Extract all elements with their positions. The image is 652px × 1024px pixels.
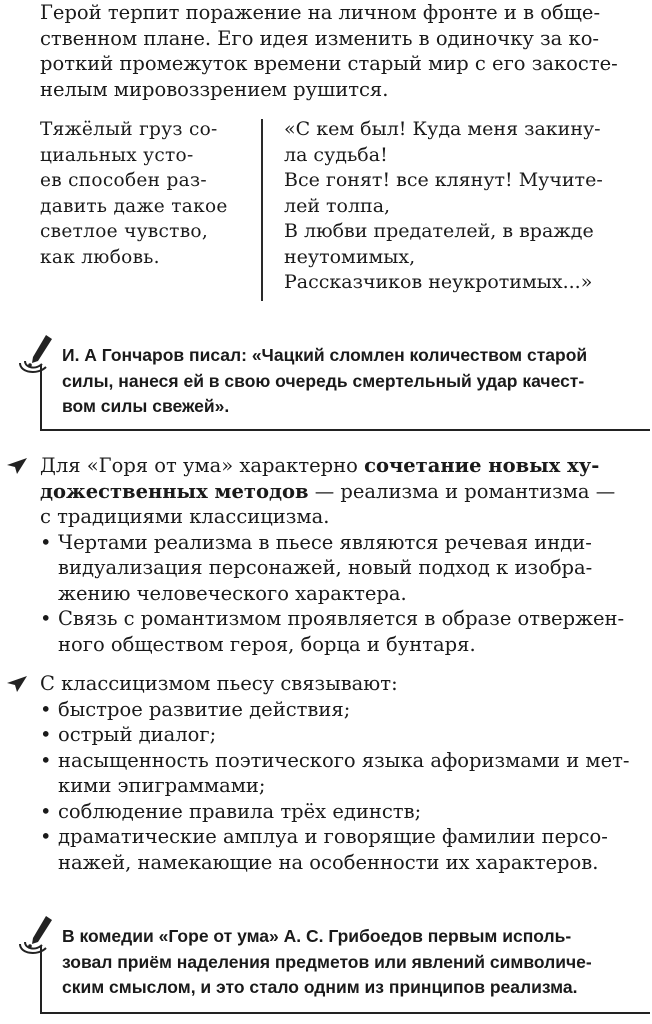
quote-line: лей толпа, bbox=[284, 194, 391, 217]
note-bottom-border bbox=[40, 429, 650, 431]
intro-line: Герой терпит поражение на личном фронте и в обще- bbox=[40, 1, 601, 24]
two-column-block bbox=[40, 117, 650, 302]
quote-line: Все гонят! все клянут! Мучите- bbox=[284, 169, 603, 191]
section-classicism bbox=[40, 671, 652, 875]
side-comment-line: как любовь. bbox=[40, 246, 160, 268]
pen-icon bbox=[16, 914, 56, 956]
emphasis: дожественных методов bbox=[40, 479, 309, 503]
quote bbox=[284, 117, 650, 296]
quote-line: ла судьба! bbox=[284, 143, 388, 166]
list-item: • драматические амплуа и говорящие фамилии персо- нажей, намекающие на особенности их характеров. bbox=[40, 825, 608, 874]
note-text bbox=[62, 924, 592, 1001]
bullet-dot: • bbox=[40, 799, 52, 823]
note-text bbox=[62, 343, 587, 420]
note-line: И. А Гончаров писал: «Чацкий сломлен количеством старой bbox=[62, 345, 588, 365]
bullet-dot: • bbox=[40, 697, 52, 721]
bullet-dot: • bbox=[40, 748, 52, 772]
section-line: с традициями классицизма. bbox=[40, 505, 330, 528]
list-item: • быстрое развитие действия; bbox=[40, 697, 351, 721]
list-item: • Чертами реализма в пьесе являются речевая инди- видуализация персонажей, новый подход к изобра- жению человеческого характера. bbox=[40, 530, 593, 605]
list-item: • насыщенность поэтического языка афоризмами и мет- кими эпиграммами; bbox=[40, 748, 630, 797]
bullet-dot: • bbox=[40, 607, 52, 630]
arrow-icon bbox=[6, 675, 28, 693]
side-comment bbox=[40, 117, 245, 270]
pen-icon bbox=[16, 333, 56, 375]
quote-line: В любви предателей, в вражде bbox=[284, 220, 594, 242]
note-left-border bbox=[40, 946, 42, 1014]
list-item: • соблюдение правила трёх единств; bbox=[40, 799, 422, 823]
side-comment-line: светлое чувство, bbox=[40, 221, 209, 242]
section-line: Для «Горя от ума» характерно сочетание новых ху- bbox=[40, 454, 600, 477]
note-line: ским смыслом, и это стало одним из принципов реализма. bbox=[62, 977, 578, 997]
list-item: • острый диалог; bbox=[40, 723, 217, 746]
note-line: В комедии «Горе от ума» А. С. Грибоедов первым исполь- bbox=[62, 926, 572, 946]
side-comment-line: Тяжёлый груз со- bbox=[40, 119, 218, 140]
note-left-border bbox=[40, 365, 42, 431]
bullet-dot: • bbox=[40, 530, 52, 554]
bullet-dot: • bbox=[40, 723, 52, 746]
intro-paragraph bbox=[40, 0, 650, 102]
section-line: дожественных методов — реализма и романтизма — bbox=[40, 479, 616, 503]
note-box-goncharov bbox=[40, 343, 650, 431]
emphasis: сочетание новых ху- bbox=[364, 454, 600, 477]
side-comment-line: циальных усто- bbox=[40, 144, 194, 166]
side-comment-line: ев способен раз- bbox=[40, 170, 207, 191]
quote-line: неутомимых, bbox=[284, 245, 416, 268]
note-line: силы, нанеся ей в свою очередь смертельный удар качест- bbox=[62, 370, 585, 391]
intro-line: роткий промежуток времени старый мир с его закосте- bbox=[40, 52, 618, 75]
quote-line: Рассказчиков неукротимых...» bbox=[284, 271, 593, 293]
side-comment-line: давить даже такое bbox=[40, 195, 228, 217]
note-line: зовал приём наделения предметов или явлений символиче- bbox=[62, 951, 592, 972]
column-divider bbox=[261, 119, 263, 301]
quote-line: «С кем был! Куда меня закину- bbox=[284, 118, 601, 140]
intro-line: ственном плане. Его идея изменить в одиночку за ко- bbox=[40, 26, 600, 50]
note-line: вом силы свежей». bbox=[62, 396, 230, 416]
bullet-dot: • bbox=[40, 825, 52, 848]
list-item: • Связь с романтизмом проявляется в образе отвержен- ного обществом героя, борца и бунтаря. bbox=[40, 607, 625, 656]
section-new-methods bbox=[40, 453, 652, 657]
intro-line: нелым мировоззрением рушится. bbox=[40, 77, 389, 101]
note-box-griboedov bbox=[40, 924, 650, 1014]
arrow-icon bbox=[6, 457, 28, 475]
section-heading: С классицизмом пьесу связывают: bbox=[40, 672, 398, 695]
note-bottom-border bbox=[40, 1012, 650, 1014]
